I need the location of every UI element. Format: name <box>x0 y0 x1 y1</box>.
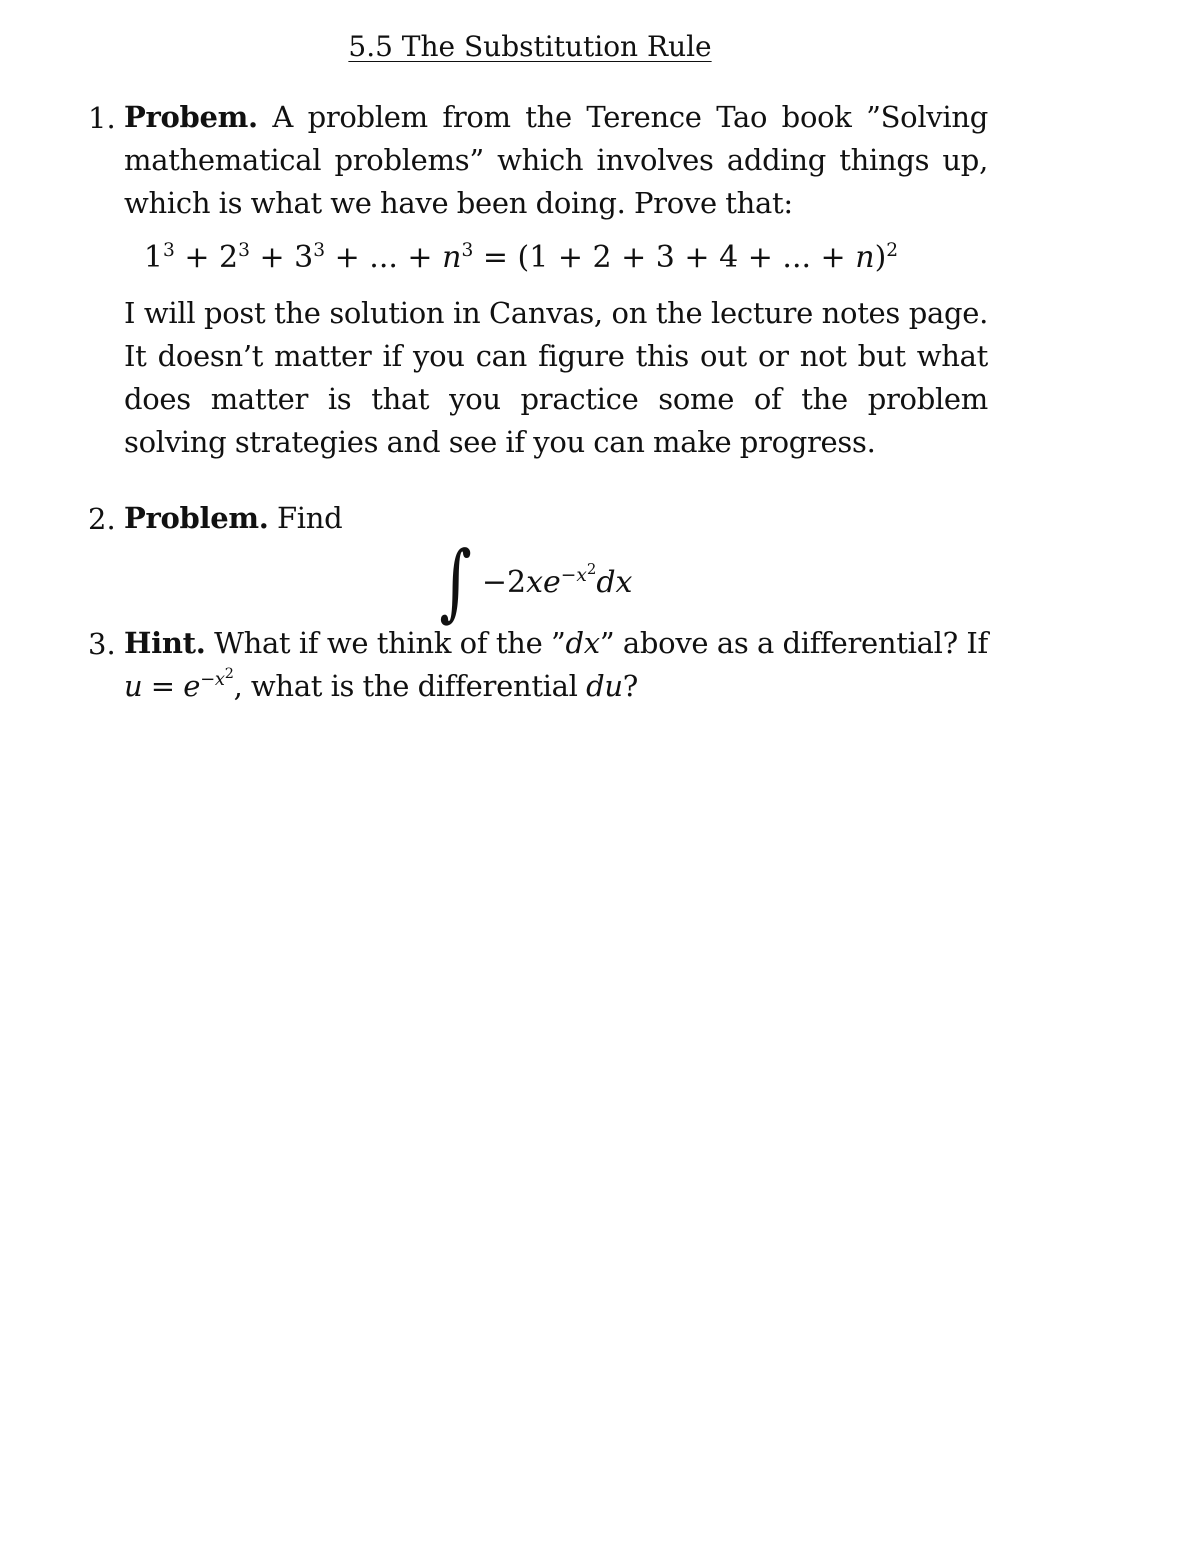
item-number: 1. <box>88 101 116 135</box>
hint-u-definition: u <box>124 669 143 703</box>
integral-expression <box>104 532 968 631</box>
item-lead: Hint. <box>124 626 206 660</box>
equation-lhs: $1^3 + 2^3 + 3^3$ + ... + $n^3$ <box>143 240 474 275</box>
sum-of-cubes-equation <box>89 240 953 275</box>
hint-text-end: ? <box>622 669 638 703</box>
problem-2 <box>88 497 988 631</box>
problem-2-statement <box>124 497 988 540</box>
equation-rhs: (1 + 2 + 3 + 4 + ... + n)$^2$ <box>517 240 899 275</box>
item-number: 3. <box>88 627 116 661</box>
item-text: A problem from the Terence Tao book ”Solving mathematical problems” which involves adding things up, which is what we have been doing. Prove that: <box>124 100 988 220</box>
item-number: 2. <box>88 502 116 536</box>
hint-du: du <box>586 669 623 703</box>
hint-3 <box>88 622 988 708</box>
problem-1-followup: I will post the solution in Canvas, on the lecture notes page. It doesn’t matter if you can figure this out or not but what does matter is that you practice some of the problem solving strategies and see if you can make progress. <box>124 296 988 459</box>
hint-text-3: , what is the differential <box>233 669 578 703</box>
integral-sign: ∫ <box>439 532 472 631</box>
item-text: Find <box>276 501 343 535</box>
hint-statement: Hint. What if we think of the ”dx” above as a differential? If $u = e^{-x^2}$, what is the differential du? <box>124 626 988 703</box>
hint-dx: dx <box>565 626 600 660</box>
hint-text-1: What if we think of the ” <box>214 626 566 660</box>
hint-text-2: ” above as a differential? If <box>599 626 988 660</box>
item-lead: Probem. <box>124 100 258 134</box>
problem-1-statement <box>124 96 988 225</box>
item-lead: Problem. <box>124 501 269 535</box>
integrand: $-2xe^{-x^2}dx$ <box>481 559 633 600</box>
equals-sign: = <box>482 240 518 275</box>
page-title: 5.5 The Substitution Rule <box>348 30 712 63</box>
problem-1 <box>88 96 988 464</box>
